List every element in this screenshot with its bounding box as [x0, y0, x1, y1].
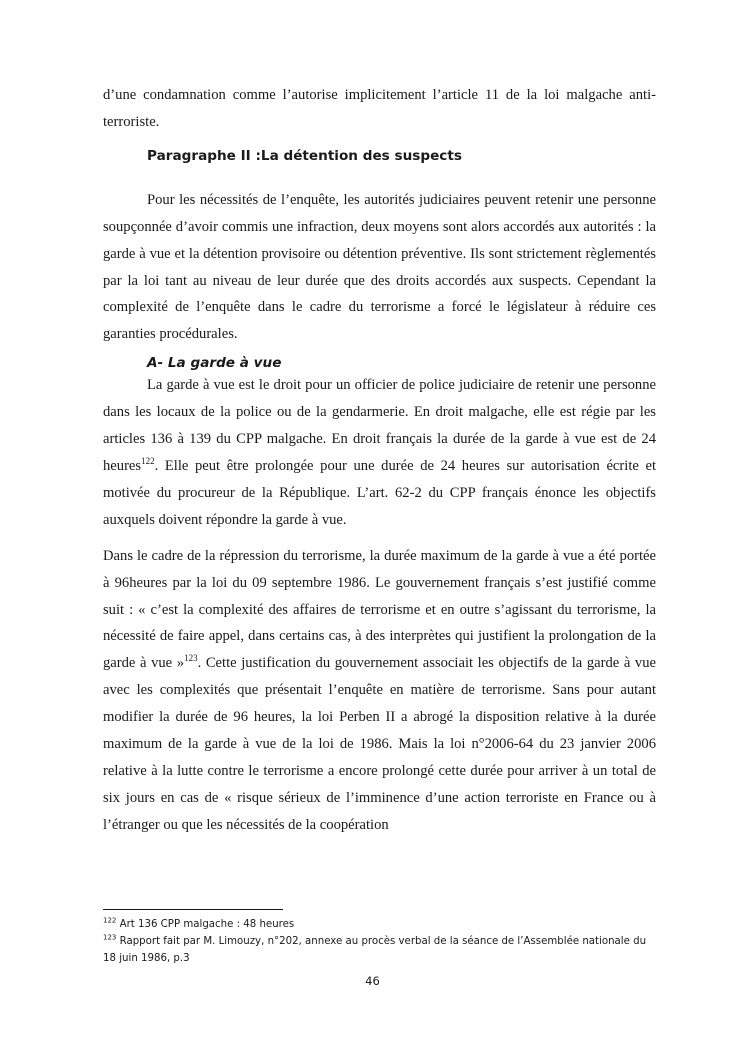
footnotes [103, 916, 656, 967]
paragraph-continuation: d’une condamnation comme l’autorise implicitement l’article 11 de la loi malgache anti-terroriste. [103, 87, 656, 130]
footnote-number: 122 [103, 916, 117, 925]
footnote-text: Rapport fait par M. Limouzy, n°202, annexe au procès verbal de la séance de l’Assemblée nationale du 18 juin 1986, p.3 [103, 936, 647, 964]
paragraph-text-part: . Elle peut être prolongée pour une durée de 24 heures sur autorisation écrite et motivée du procureur de la République. L’art. 62-2 du CPP français énonce les objectifs auxquels doivent répondre la garde à vue. [103, 457, 656, 528]
subsection-heading: A- La garde à vue [147, 355, 282, 372]
footnote-text: Art 136 CPP malgache : 48 heures [116, 919, 295, 930]
paragraph-text-part: La garde à vue est le droit pour un officier de police judiciaire de retenir une personne dans les locaux de la police ou de la gendarmerie. En droit malgache, elle est régie par les articles 136 à 139 du CPP malgache. En droit français la durée de la garde à vue est de 24 heures [103, 377, 656, 474]
paragraph-garde-a-vue [103, 372, 656, 533]
page-number: 46 [365, 974, 380, 988]
footnote-ref-122[interactable]: 122 [141, 456, 155, 467]
paragraph-text-part: . Cette justification du gouvernement associait les objectifs de la garde à vue avec les complexités que présentait l’enquête en matière de terrorisme. Sans pour autant modifier la durée de 96 heures, la loi Perben II a abrogé la disposition relative à la durée maximum de la garde à vue de la loi de 1986. Mais la loi n°2006-64 du 23 janvier 2006 relative à la lutte contre le terrorisme a encore prolongé cette durée pour arriver à un total de six jours en cas de « risque sérieux de l’imminence d’une action terroriste en France ou à l’étranger ou que les nécessités de la coopération [103, 655, 656, 833]
footnote-ref-123[interactable]: 123 [184, 653, 198, 664]
paragraph-intro: Pour les nécessités de l’enquête, les autorités judiciaires peuvent retenir une personne soupçonnée d’avoir commis une infraction, deux moyens sont alors accordés aux autorités : la garde à vue et la détention provisoire ou détention préventive. Ils sont strictement règlementés par la loi tant au niveau de leur durée que des droits accordés aux suspects. Cependant la complexité de l’enquête dans le cadre du terrorisme a forcé le législateur à réduire ces garanties procédurales. [103, 191, 656, 343]
section-heading: Paragraphe II :La détention des suspects [147, 147, 462, 164]
paragraph-text-part: Dans le cadre de la répression du terrorisme, la durée maximum de la garde à vue a été portée à 96heures par la loi du 09 septembre 1986. Le gouvernement français s’est justifié comme suit : « c’est la complexité des affaires de terrorisme et en outre s’agissant du terrorisme, la nécessité de faire appel, dans certains cas, à des interprètes qui justifient la prolongation de la garde à vue » [103, 547, 656, 672]
footnote-122 [103, 916, 656, 933]
paragraph-terrorisme [103, 543, 656, 839]
footnote-123 [103, 933, 656, 967]
document-body [103, 82, 656, 839]
footnote-number: 123 [103, 933, 117, 942]
footnote-separator [103, 909, 283, 910]
